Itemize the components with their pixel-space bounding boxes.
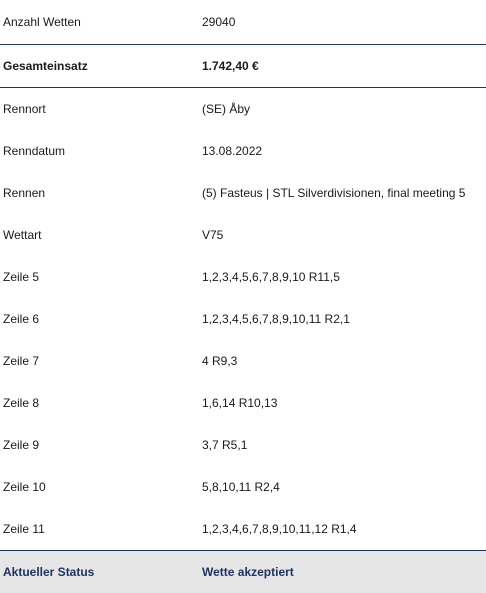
row-label: Zeile 6 <box>0 298 200 340</box>
row-zeile-10 <box>0 466 486 508</box>
row-value: 1,2,3,4,5,6,7,8,9,10 R11,5 <box>200 256 486 298</box>
row-label: Renndatum <box>0 130 200 172</box>
row-label: Zeile 7 <box>0 340 200 382</box>
row-zeile-8 <box>0 382 486 424</box>
row-label: Wettart <box>0 214 200 256</box>
row-status <box>0 551 486 593</box>
status-value: Wette akzeptiert <box>200 551 486 593</box>
row-zeile-5 <box>0 256 486 298</box>
status-label: Aktueller Status <box>0 551 200 593</box>
row-label: Rennort <box>0 88 200 131</box>
row-gesamteinsatz <box>0 45 486 88</box>
row-value: 1,2,3,4,5,6,7,8,9,10,11 R2,1 <box>200 298 486 340</box>
row-zeile-9 <box>0 424 486 466</box>
row-label: Zeile 11 <box>0 508 200 551</box>
row-value: (SE) Åby <box>200 88 486 131</box>
row-label: Anzahl Wetten <box>0 0 200 45</box>
row-zeile-11 <box>0 508 486 551</box>
row-label: Zeile 10 <box>0 466 200 508</box>
row-wettart <box>0 214 486 256</box>
row-anzahl-wetten <box>0 0 486 45</box>
row-value: 5,8,10,11 R2,4 <box>200 466 486 508</box>
row-zeile-7 <box>0 340 486 382</box>
row-value: 1,6,14 R10,13 <box>200 382 486 424</box>
row-value: 3,7 R5,1 <box>200 424 486 466</box>
row-label: Rennen <box>0 172 200 214</box>
row-value: 4 R9,3 <box>200 340 486 382</box>
row-value: 1,2,3,4,6,7,8,9,10,11,12 R1,4 <box>200 508 486 551</box>
row-value: (5) Fasteus | STL Silverdivisionen, final meeting 5 <box>200 172 486 214</box>
row-value: 29040 <box>200 0 486 45</box>
row-renndatum <box>0 130 486 172</box>
row-value: 13.08.2022 <box>200 130 486 172</box>
row-value: V75 <box>200 214 486 256</box>
row-label: Zeile 5 <box>0 256 200 298</box>
row-value: 1.742,40 € <box>200 45 486 88</box>
row-rennort <box>0 88 486 131</box>
row-label: Gesamteinsatz <box>0 45 200 88</box>
row-zeile-6 <box>0 298 486 340</box>
row-label: Zeile 8 <box>0 382 200 424</box>
row-label: Zeile 9 <box>0 424 200 466</box>
row-rennen <box>0 172 486 214</box>
